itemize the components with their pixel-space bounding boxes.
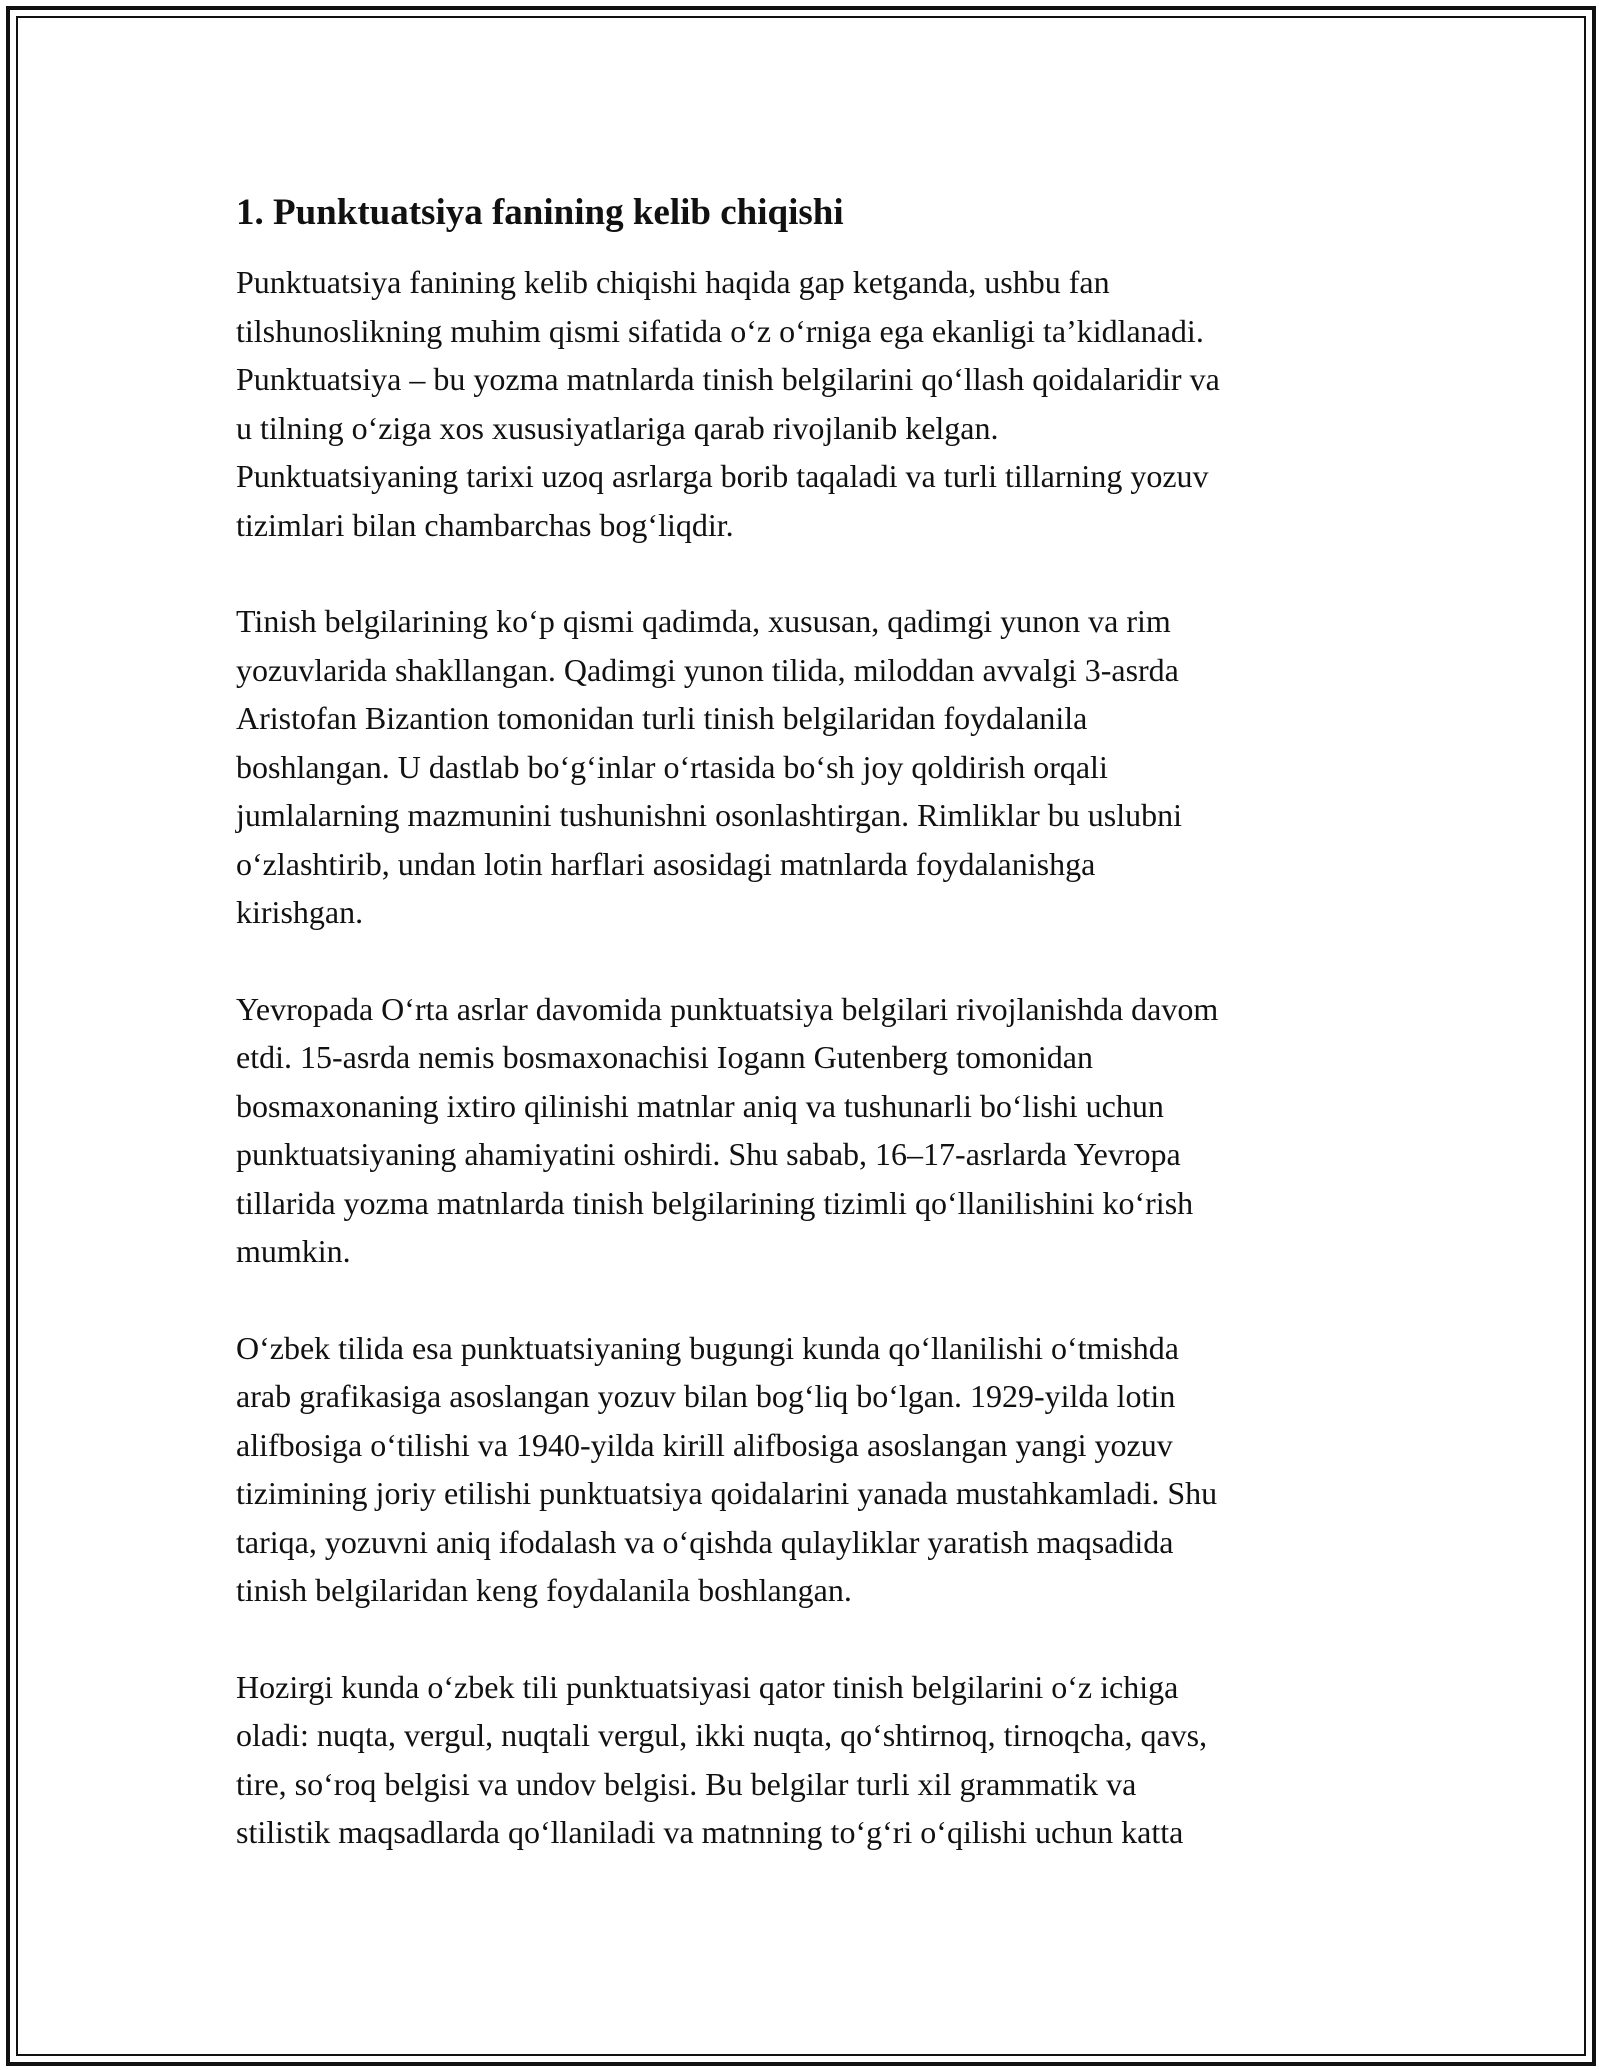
text-line: Oʻzbek tilida esa punktuatsiyaning bugungi kunda qoʻllanilishi oʻtmishda: [236, 1329, 1179, 1366]
text-line: Punktuatsiya – bu yozma matnlarda tinish belgilarini qoʻllash qoidalaridir va: [236, 361, 1220, 397]
text-line: Hozirgi kunda oʻzbek tili punktuatsiyasi qator tinish belgilarini oʻz ichiga: [236, 1668, 1179, 1705]
text-line: bosmaxonaning ixtiro qilinishi matnlar aniq va tushunarli boʻlishi uchun: [236, 1087, 1164, 1124]
text-line: u tilning oʻziga xos xususiyatlariga qarab rivojlanib kelgan.: [236, 409, 999, 446]
text-line: tizimining joriy etilishi punktuatsiya qoidalarini yanada mustahkamladi. Shu: [236, 1475, 1218, 1511]
paragraph-2: [236, 597, 1376, 937]
text-line: tire, soʻroq belgisi va undov belgisi. Bu belgilar turli xil grammatik va: [236, 1765, 1137, 1802]
text-line: Punktuatsiyaning tarixi uzoq asrlarga borib taqaladi va turli tillarning yozuv: [236, 458, 1209, 494]
text-line: boshlangan. U dastlab boʻgʻinlar oʻrtasida boʻsh joy qoldirish orqali: [236, 748, 1108, 785]
paragraph-5: [236, 1663, 1376, 1857]
text-line: oladi: nuqta, vergul, nuqtali vergul, ikki nuqta, qoʻshtirnoq, tirnoqcha, qavs,: [236, 1717, 1208, 1753]
text-line: Aristofan Bizantion tomonidan turli tinish belgilaridan foydalanila: [236, 700, 1088, 736]
text-line: mumkin.: [236, 1233, 351, 1269]
text-line: kirishgan.: [236, 894, 364, 930]
text-line: yozuvlarida shakllangan. Qadimgi yunon tilida, miloddan avvalgi 3-asrda: [236, 651, 1179, 688]
text-line: alifbosiga oʻtilishi va 1940-yilda kirill alifbosiga asoslangan yangi yozuv: [236, 1426, 1173, 1463]
text-line: punktuatsiyaning ahamiyatini oshirdi. Shu sabab, 16–17-asrlarda Yevropa: [236, 1136, 1181, 1172]
text-line: jumlalarning mazmunini tushunishni osonlashtirgan. Rimliklar bu uslubni: [236, 797, 1183, 833]
text-line: Punktuatsiya fanining kelib chiqishi haqida gap ketganda, ushbu fan: [236, 264, 1110, 300]
document-body: [236, 188, 1376, 1905]
text-line: tariqa, yozuvni aniq ifodalash va oʻqishda qulayliklar yaratish maqsadida: [236, 1523, 1174, 1560]
text-line: tillarida yozma matnlarda tinish belgilarining tizimli qoʻllanilishini koʻrish: [236, 1184, 1194, 1221]
text-line: Tinish belgilarining koʻp qismi qadimda, xususan, qadimgi yunon va rim: [236, 603, 1171, 639]
text-line: tizimlari bilan chambarchas bogʻliqdir.: [236, 506, 734, 543]
paragraph-1: [236, 258, 1376, 549]
text-line: tinish belgilaridan keng foydalanila boshlangan.: [236, 1572, 852, 1608]
text-line: stilistik maqsadlarda qoʻllaniladi va matnning toʻgʻri oʻqilishi uchun katta: [236, 1814, 1184, 1850]
text-line: etdi. 15-asrda nemis bosmaxonachisi Iogann Gutenberg tomonidan: [236, 1039, 1093, 1075]
section-heading: 1. Punktuatsiya fanining kelib chiqishi: [236, 192, 844, 233]
text-line: oʻzlashtirib, undan lotin harflari asosidagi matnlarda foydalanishga: [236, 845, 1096, 882]
text-line: Yevropada Oʻrta asrlar davomida punktuatsiya belgilari rivojlanishda davom: [236, 990, 1219, 1027]
paragraph-3: [236, 985, 1376, 1276]
paragraph-4: [236, 1324, 1376, 1615]
text-line: tilshunoslikning muhim qismi sifatida oʻz oʻrniga ega ekanligi taʼkidlanadi.: [236, 312, 1204, 349]
text-line: arab grafikasiga asoslangan yozuv bilan bogʻliq boʻlgan. 1929-yilda lotin: [236, 1378, 1176, 1414]
